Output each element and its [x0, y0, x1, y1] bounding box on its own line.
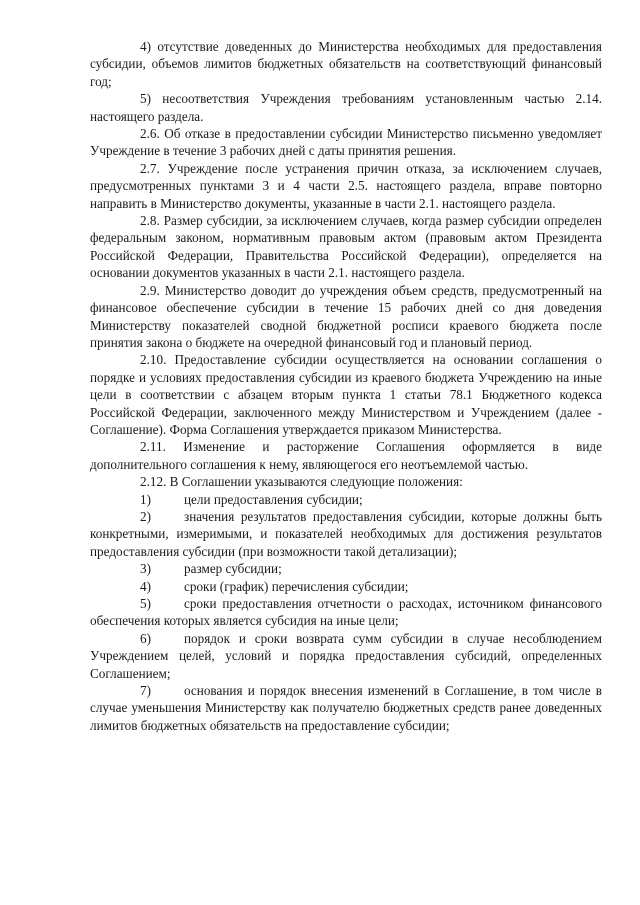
paragraph-2-12: 2.12. В Соглашении указываются следующие положения: — [140, 474, 463, 490]
paragraph-2-9: 2.9. Министерство доводит до учреждения объем средств, предусмотренный на финансовое обеспечение субсидии в течение 15 рабочих дней со дня доведения Министерству показателей сводной бюджетной росписи краевого бюджета после принятия закона о бюджете на очередной финансовый год и плановый период. — [90, 282, 602, 350]
list-item-number: 1) — [140, 491, 151, 507]
list-item-text: размер субсидии; — [184, 561, 282, 577]
paragraph-2-7: 2.7. Учреждение после устранения причин отказа, за исключением случаев, предусмотренных пунктами 3 и 4 части 2.5. настоящего раздела, вправе повторно направить в Министерство документы, указанные в части 2.1. настоящего раздела. — [90, 160, 602, 211]
list-item-text: цели предоставления субсидии; — [184, 491, 363, 507]
list-item-number: 7) — [140, 683, 151, 699]
list-item-text: основания и порядок внесения изменений в Соглашение, в том числе в случае уменьшения Министерству как получателю бюджетных средств ранее доведенных лимитов бюджетных обязательств на предоставление субсидии; — [90, 683, 602, 733]
list-item-number: 6) — [140, 630, 151, 646]
list-item-text: сроки (график) перечисления субсидии; — [184, 578, 409, 594]
list-item — [90, 578, 602, 595]
list-item-number: 4) — [140, 578, 151, 594]
list-item-number: 5) — [140, 596, 151, 611]
list-item-text: порядок и сроки возврата сумм субсидии в случае несоблюдением Учреждением целей, условий и порядка предоставления субсидий, определенных Соглашением; — [90, 630, 602, 681]
list-item — [90, 491, 602, 508]
paragraph-4: 4) отсутствие доведенных до Министерства необходимых для предоставления субсидии, объемов лимитов бюджетных обязательств на соответствующий финансовый год; — [90, 39, 602, 89]
paragraph-2-6: 2.6. Об отказе в предоставлении субсидии Министерство письменно уведомляет Учреждение в течение 3 рабочих дней с даты принятия решения. — [90, 126, 602, 159]
list-item-number: 2) — [140, 508, 151, 524]
document-page — [90, 38, 602, 734]
paragraph-5: 5) несоответствия Учреждения требованиям установленным частью 2.14. настоящего раздела. — [90, 91, 602, 124]
list-item — [90, 630, 602, 682]
paragraph-2-11: 2.11. Изменение и расторжение Соглашения оформляется в виде дополнительного соглашения к нему, являющегося его неотъемлемой частью. — [90, 439, 602, 472]
list-item-number: 3) — [140, 561, 151, 577]
list-item-text: значения результатов предоставления субсидии, которые должны быть конкретными, измеримыми, и показателей необходимых для достижения результатов предоставления субсидии (при возможности такой детализации); — [90, 508, 602, 559]
paragraph-2-8: 2.8. Размер субсидии, за исключением случаев, когда размер субсидии определен федеральным законом, нормативным правовым актом (правовым актом Президента Российской Федерации, Правительства Российской Федерации), определяется на основании документов указанных в части 2.1. настоящего раздела. — [90, 213, 602, 281]
list-item — [90, 682, 602, 734]
list-item-text: сроки предоставления отчетности о расходах, источником финансового обеспечения которых является субсидия на иные цели; — [90, 596, 602, 629]
paragraph-2-10: 2.10. Предоставление субсидии осуществляется на основании соглашения о порядке и условиях предоставления субсидии из краевого бюджета Учреждению на иные цели в соответствии с абзацем вторым пункта 1 статьи 78.1 Бюджетного кодекса Российской Федерации, заключенного между Министерством и Учреждением (далее - Соглашение). Форма Соглашения утверждается приказом Министерства. — [90, 352, 602, 437]
list-item — [90, 508, 602, 560]
list-item — [90, 560, 602, 577]
list-item — [90, 595, 602, 630]
